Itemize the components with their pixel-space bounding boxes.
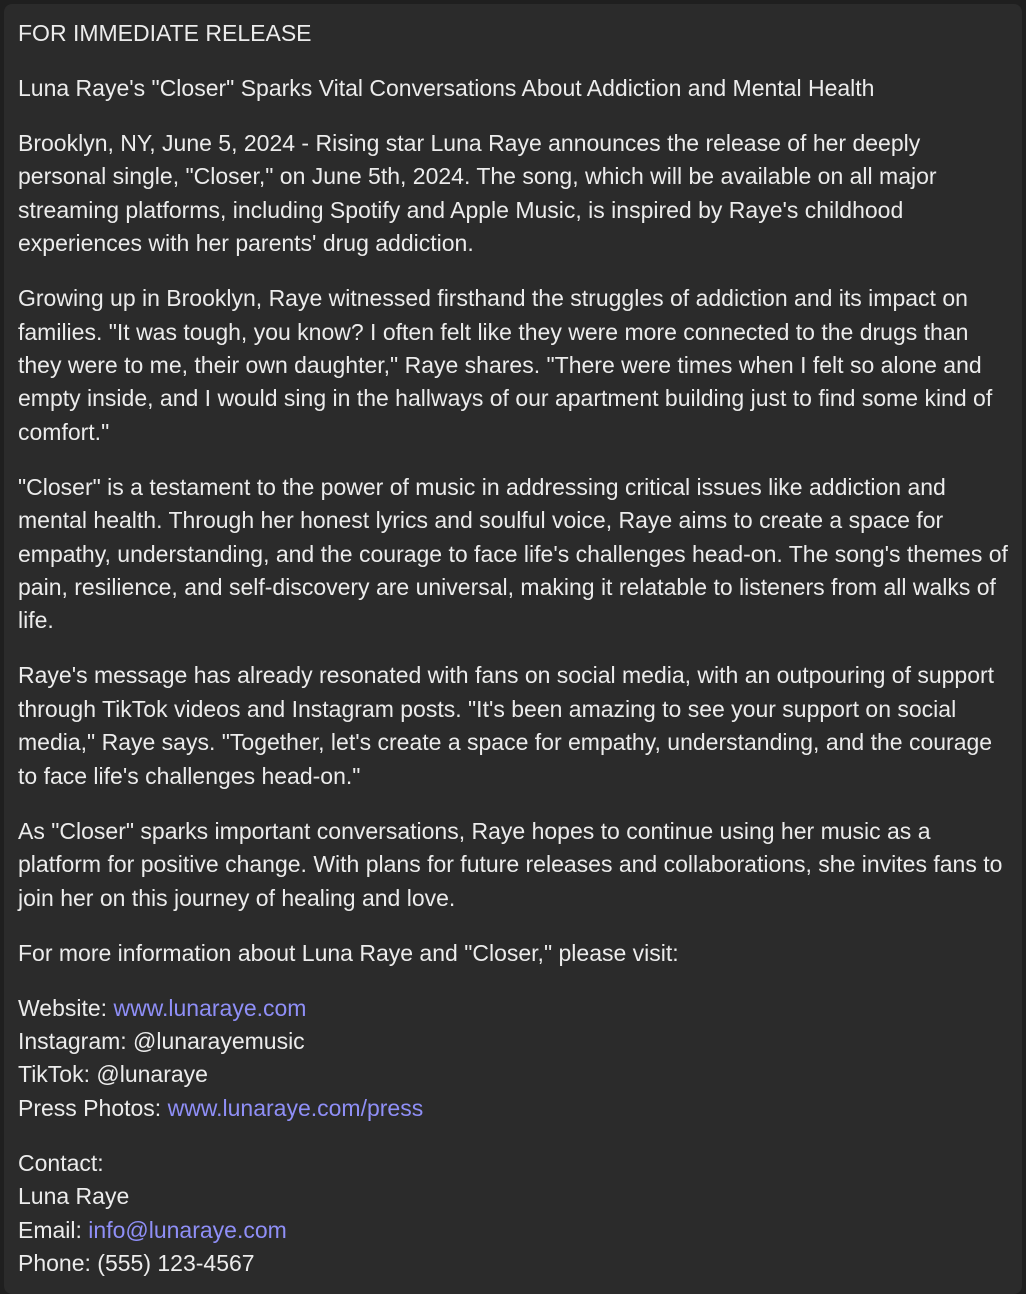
- email-link[interactable]: info@lunaraye.com: [88, 1216, 287, 1243]
- contact-name: Luna Raye: [18, 1183, 130, 1210]
- paragraph-background: Growing up in Brooklyn, Raye witnessed firsthand the struggles of addiction and its impact on families. "It was tough, you know? I often felt like they were more connected to the drugs than they were to me, their own daughter," Raye shares. "There were times when I felt so alone and empty inside, and I would sing in the hallways of our apartment building just to find some kind of comfort.": [18, 285, 993, 445]
- paragraph-social: Raye's message has already resonated with fans on social media, with an outpouring of support through TikTok videos and Instagram posts. "It's been amazing to see your support on social media," Raye says. "Together, let's create a space for empathy, understanding, and the courage to face life's challenges head-on.": [18, 662, 995, 789]
- email-label: Email:: [18, 1216, 89, 1243]
- website-link[interactable]: www.lunaraye.com: [113, 994, 307, 1021]
- website-label: Website:: [18, 994, 114, 1021]
- headline: Luna Raye's "Closer" Sparks Vital Conversations About Addiction and Mental Health: [18, 75, 875, 101]
- instagram-line: Instagram: @lunarayemusic: [18, 1027, 305, 1054]
- tiktok-line: TikTok: @lunaraye: [18, 1061, 208, 1088]
- links-block: [18, 992, 1008, 1126]
- contact-block: [18, 1147, 1008, 1281]
- press-photos-label: Press Photos:: [18, 1094, 168, 1121]
- phone-line: Phone: (555) 123-4567: [18, 1249, 255, 1276]
- paragraph-song: "Closer" is a testament to the power of music in addressing critical issues like addiction and mental health. Through her honest lyrics and soulful voice, Raye aims to create a space for empathy, understanding, and the courage to face life's challenges head-on. The song's themes of pain, resilience, and self-discovery are universal, making it relatable to listeners from all walks of life.: [18, 473, 1008, 634]
- contact-heading: Contact:: [18, 1149, 104, 1176]
- paragraph-future: As "Closer" sparks important conversations, Raye hopes to continue using her music as a platform for positive change. With plans for future releases and collaborations, she invites fans to join her on this journey of healing and love.: [18, 817, 1003, 911]
- paragraph-more-info: For more information about Luna Raye and "Closer," please visit:: [18, 939, 679, 966]
- press-release-panel: [4, 4, 1022, 1294]
- press-photos-link[interactable]: www.lunaraye.com/press: [167, 1094, 424, 1121]
- paragraph-intro: Brooklyn, NY, June 5, 2024 - Rising star Luna Raye announces the release of her deeply personal single, "Closer," on June 5th, 2024. The song, which will be available on all major streaming platforms, including Spotify and Apple Music, is inspired by Raye's childhood experiences with her parents' drug addiction.: [18, 130, 937, 257]
- release-header: FOR IMMEDIATE RELEASE: [18, 20, 312, 46]
